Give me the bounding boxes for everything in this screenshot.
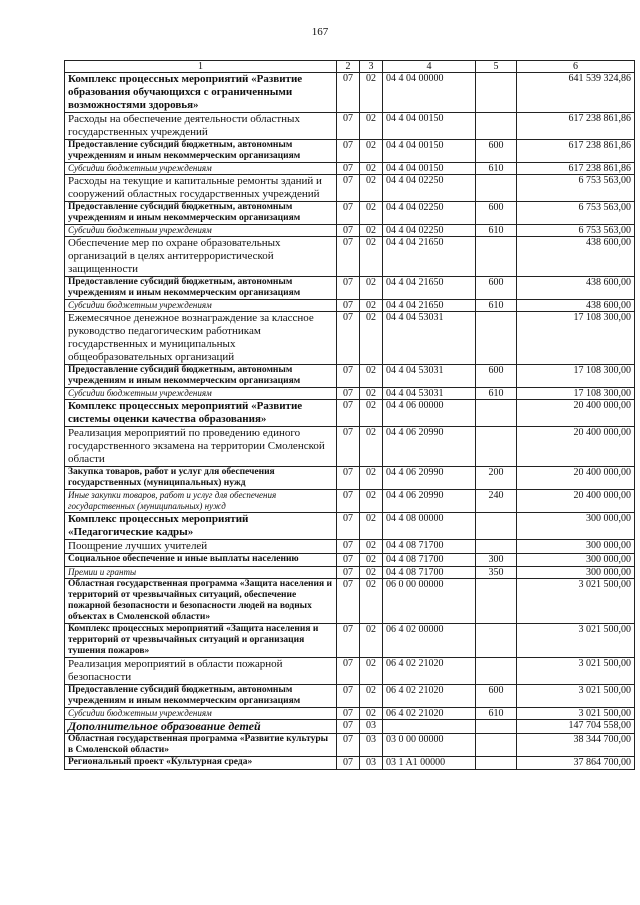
table-row xyxy=(65,513,635,540)
row-name: Поощрение лучших учителей xyxy=(65,540,337,554)
row-name: Иные закупки товаров, работ и услуг для обеспечения государственных (муниципальных) нужд xyxy=(65,490,337,513)
row-code: 04 4 04 53031 xyxy=(383,388,476,400)
row-name: Расходы на текущие и капитальные ремонты зданий и сооружений областных государственных учреждений xyxy=(65,175,337,202)
row-amount: 641 539 324,86 xyxy=(517,73,635,113)
row-name: Субсидии бюджетным учреждениям xyxy=(65,708,337,720)
row-name: Расходы на обеспечение деятельности областных государственных учреждений xyxy=(65,113,337,140)
row-name: Ежемесячное денежное вознаграждение за классное руководство педагогическим работникам государственных и муниципальных общеобразовательных организаций xyxy=(65,312,337,365)
table-row xyxy=(65,720,635,734)
row-amount: 37 864 700,00 xyxy=(517,757,635,770)
row-amount: 6 753 563,00 xyxy=(517,225,635,237)
row-subsection: 02 xyxy=(360,388,383,400)
row-subsection: 02 xyxy=(360,277,383,300)
row-amount: 3 021 500,00 xyxy=(517,579,635,624)
row-subsection: 02 xyxy=(360,427,383,467)
row-expense-type xyxy=(476,624,517,658)
table-row xyxy=(65,113,635,140)
table-row xyxy=(65,163,635,175)
row-section: 07 xyxy=(337,300,360,312)
table-row xyxy=(65,427,635,467)
row-name: Социальное обеспечение и иные выплаты населению xyxy=(65,554,337,567)
page-number: 167 xyxy=(311,26,329,38)
row-amount: 147 704 558,00 xyxy=(517,720,635,734)
row-code: 06 4 02 21020 xyxy=(383,685,476,708)
row-code: 04 4 04 00150 xyxy=(383,113,476,140)
row-subsection: 02 xyxy=(360,624,383,658)
row-code: 06 4 02 00000 xyxy=(383,624,476,658)
row-section: 07 xyxy=(337,73,360,113)
row-section: 07 xyxy=(337,658,360,685)
row-section: 07 xyxy=(337,225,360,237)
row-code: 04 4 08 71700 xyxy=(383,554,476,567)
row-section: 07 xyxy=(337,490,360,513)
header-col-5: 5 xyxy=(476,61,517,73)
row-amount: 3 021 500,00 xyxy=(517,624,635,658)
table-row xyxy=(65,540,635,554)
row-amount: 20 400 000,00 xyxy=(517,490,635,513)
row-section: 07 xyxy=(337,624,360,658)
row-expense-type: 610 xyxy=(476,300,517,312)
row-amount: 300 000,00 xyxy=(517,567,635,579)
row-expense-type: 600 xyxy=(476,140,517,163)
row-name: Субсидии бюджетным учреждениям xyxy=(65,225,337,237)
table-row xyxy=(65,467,635,490)
budget-table xyxy=(64,60,635,770)
row-name: Предоставление субсидий бюджетным, автономным учреждениям и иным некоммерческим организациям xyxy=(65,140,337,163)
row-section: 07 xyxy=(337,163,360,175)
row-section: 07 xyxy=(337,757,360,770)
row-subsection: 02 xyxy=(360,490,383,513)
row-subsection: 02 xyxy=(360,300,383,312)
row-code: 04 4 04 02250 xyxy=(383,225,476,237)
row-name: Предоставление субсидий бюджетным, автономным учреждениям и иным некоммерческим организациям xyxy=(65,277,337,300)
table-row xyxy=(65,277,635,300)
table-row xyxy=(65,400,635,427)
row-section: 07 xyxy=(337,365,360,388)
row-amount: 6 753 563,00 xyxy=(517,175,635,202)
row-section: 07 xyxy=(337,175,360,202)
row-amount: 438 600,00 xyxy=(517,237,635,277)
row-expense-type: 300 xyxy=(476,554,517,567)
row-expense-type xyxy=(476,540,517,554)
table-row xyxy=(65,175,635,202)
row-name: Областная государственная программа «Защита населения и территорий от чрезвычайных ситуаций, обеспечение пожарной безопасности и безопасности людей на водных объектах в Смоленской области» xyxy=(65,579,337,624)
table-row xyxy=(65,365,635,388)
row-subsection: 02 xyxy=(360,554,383,567)
row-subsection: 02 xyxy=(360,579,383,624)
table-row xyxy=(65,658,635,685)
row-amount: 617 238 861,86 xyxy=(517,140,635,163)
row-subsection: 02 xyxy=(360,163,383,175)
row-code: 04 4 04 53031 xyxy=(383,312,476,365)
row-section: 07 xyxy=(337,202,360,225)
row-code: 04 4 04 21650 xyxy=(383,237,476,277)
row-expense-type xyxy=(476,312,517,365)
table-row xyxy=(65,388,635,400)
row-code: 04 4 06 20990 xyxy=(383,467,476,490)
row-name: Субсидии бюджетным учреждениям xyxy=(65,300,337,312)
row-subsection: 02 xyxy=(360,685,383,708)
row-code: 04 4 08 71700 xyxy=(383,540,476,554)
row-expense-type xyxy=(476,427,517,467)
row-name: Региональный проект «Культурная среда» xyxy=(65,757,337,770)
budget-table-body xyxy=(65,61,635,770)
table-row xyxy=(65,237,635,277)
table-row xyxy=(65,490,635,513)
row-subsection: 02 xyxy=(360,312,383,365)
row-subsection: 02 xyxy=(360,73,383,113)
table-row xyxy=(65,685,635,708)
row-expense-type: 240 xyxy=(476,490,517,513)
row-amount: 20 400 000,00 xyxy=(517,400,635,427)
row-expense-type xyxy=(476,400,517,427)
row-name: Субсидии бюджетным учреждениям xyxy=(65,163,337,175)
row-subsection: 02 xyxy=(360,113,383,140)
row-expense-type xyxy=(476,734,517,757)
table-row xyxy=(65,734,635,757)
row-expense-type: 610 xyxy=(476,388,517,400)
table-row xyxy=(65,202,635,225)
header-col-1: 1 xyxy=(65,61,337,73)
row-section: 07 xyxy=(337,708,360,720)
row-name: Комплекс процессных мероприятий «Развитие образования обучающихся с ограниченными возможностями здоровья» xyxy=(65,73,337,113)
row-subsection: 02 xyxy=(360,140,383,163)
row-subsection: 02 xyxy=(360,237,383,277)
row-amount: 17 108 300,00 xyxy=(517,365,635,388)
row-subsection: 02 xyxy=(360,175,383,202)
row-expense-type xyxy=(476,658,517,685)
row-subsection: 02 xyxy=(360,708,383,720)
row-name: Предоставление субсидий бюджетным, автономным учреждениям и иным некоммерческим организациям xyxy=(65,202,337,225)
row-name: Реализация мероприятий в области пожарной безопасности xyxy=(65,658,337,685)
row-expense-type: 600 xyxy=(476,277,517,300)
row-amount: 17 108 300,00 xyxy=(517,312,635,365)
row-amount: 300 000,00 xyxy=(517,540,635,554)
row-name: Областная государственная программа «Развитие культуры в Смоленской области» xyxy=(65,734,337,757)
row-code: 06 0 00 00000 xyxy=(383,579,476,624)
row-expense-type: 600 xyxy=(476,202,517,225)
row-name: Комплекс процессных мероприятий «Педагогические кадры» xyxy=(65,513,337,540)
row-code: 06 4 02 21020 xyxy=(383,658,476,685)
row-amount: 20 400 000,00 xyxy=(517,467,635,490)
row-section: 07 xyxy=(337,388,360,400)
row-expense-type xyxy=(476,175,517,202)
row-section: 07 xyxy=(337,400,360,427)
row-name: Субсидии бюджетным учреждениям xyxy=(65,388,337,400)
row-amount: 3 021 500,00 xyxy=(517,658,635,685)
row-name: Предоставление субсидий бюджетным, автономным учреждениям и иным некоммерческим организациям xyxy=(65,365,337,388)
row-section: 07 xyxy=(337,140,360,163)
table-row xyxy=(65,567,635,579)
row-expense-type xyxy=(476,113,517,140)
table-row xyxy=(65,140,635,163)
row-expense-type: 600 xyxy=(476,365,517,388)
row-expense-type: 200 xyxy=(476,467,517,490)
row-amount: 617 238 861,86 xyxy=(517,113,635,140)
row-expense-type: 610 xyxy=(476,163,517,175)
row-section: 07 xyxy=(337,277,360,300)
table-row xyxy=(65,624,635,658)
row-amount: 300 000,00 xyxy=(517,554,635,567)
row-section: 07 xyxy=(337,720,360,734)
table-row xyxy=(65,554,635,567)
row-amount: 3 021 500,00 xyxy=(517,708,635,720)
row-subsection: 02 xyxy=(360,467,383,490)
row-code: 04 4 08 71700 xyxy=(383,567,476,579)
row-code: 03 1 A1 00000 xyxy=(383,757,476,770)
row-subsection: 02 xyxy=(360,225,383,237)
row-code: 04 4 04 00150 xyxy=(383,140,476,163)
row-amount: 20 400 000,00 xyxy=(517,427,635,467)
row-section: 07 xyxy=(337,685,360,708)
row-code: 04 4 04 21650 xyxy=(383,277,476,300)
row-expense-type: 610 xyxy=(476,708,517,720)
table-row xyxy=(65,73,635,113)
row-name: Реализация мероприятий по проведению единого государственного экзамена на территории Смоленской области xyxy=(65,427,337,467)
row-section: 07 xyxy=(337,513,360,540)
row-subsection: 02 xyxy=(360,365,383,388)
row-code: 03 0 00 00000 xyxy=(383,734,476,757)
row-expense-type xyxy=(476,513,517,540)
row-subsection: 02 xyxy=(360,658,383,685)
row-subsection: 03 xyxy=(360,734,383,757)
row-code: 04 4 04 21650 xyxy=(383,300,476,312)
row-subsection: 02 xyxy=(360,540,383,554)
row-amount: 3 021 500,00 xyxy=(517,685,635,708)
row-expense-type xyxy=(476,73,517,113)
table-row xyxy=(65,579,635,624)
row-expense-type xyxy=(476,237,517,277)
row-section: 07 xyxy=(337,567,360,579)
row-expense-type: 350 xyxy=(476,567,517,579)
header-col-6: 6 xyxy=(517,61,635,73)
row-section: 07 xyxy=(337,467,360,490)
row-name: Премии и гранты xyxy=(65,567,337,579)
row-subsection: 02 xyxy=(360,567,383,579)
row-code: 04 4 06 20990 xyxy=(383,427,476,467)
row-code: 04 4 04 53031 xyxy=(383,365,476,388)
row-name: Дополнительное образование детей xyxy=(65,720,337,734)
table-row xyxy=(65,225,635,237)
row-expense-type: 600 xyxy=(476,685,517,708)
row-section: 07 xyxy=(337,113,360,140)
row-section: 07 xyxy=(337,734,360,757)
row-amount: 6 753 563,00 xyxy=(517,202,635,225)
row-name: Комплекс процессных мероприятий «Защита населения и территорий от чрезвычайных ситуаций и организация тушения пожаров» xyxy=(65,624,337,658)
row-section: 07 xyxy=(337,540,360,554)
row-code: 04 4 04 00000 xyxy=(383,73,476,113)
header-col-3: 3 xyxy=(360,61,383,73)
row-subsection: 02 xyxy=(360,400,383,427)
row-expense-type: 610 xyxy=(476,225,517,237)
row-code: 04 4 04 02250 xyxy=(383,175,476,202)
row-name: Обеспечение мер по охране образовательных организаций в целях антитеррористической защищенности xyxy=(65,237,337,277)
row-amount: 17 108 300,00 xyxy=(517,388,635,400)
row-subsection: 02 xyxy=(360,202,383,225)
row-code: 04 4 06 20990 xyxy=(383,490,476,513)
row-code xyxy=(383,720,476,734)
table-header-row xyxy=(65,61,635,73)
row-name: Предоставление субсидий бюджетным, автономным учреждениям и иным некоммерческим организациям xyxy=(65,685,337,708)
row-name: Комплекс процессных мероприятий «Развитие системы оценки качества образования» xyxy=(65,400,337,427)
row-amount: 300 000,00 xyxy=(517,513,635,540)
table-row xyxy=(65,300,635,312)
row-amount: 38 344 700,00 xyxy=(517,734,635,757)
table-row xyxy=(65,708,635,720)
row-code: 06 4 02 21020 xyxy=(383,708,476,720)
row-amount: 438 600,00 xyxy=(517,277,635,300)
row-section: 07 xyxy=(337,312,360,365)
row-amount: 438 600,00 xyxy=(517,300,635,312)
row-section: 07 xyxy=(337,237,360,277)
row-expense-type xyxy=(476,720,517,734)
header-col-4: 4 xyxy=(383,61,476,73)
row-amount: 617 238 861,86 xyxy=(517,163,635,175)
row-name: Закупка товаров, работ и услуг для обеспечения государственных (муниципальных) нужд xyxy=(65,467,337,490)
row-expense-type xyxy=(476,757,517,770)
row-code: 04 4 08 00000 xyxy=(383,513,476,540)
row-code: 04 4 04 00150 xyxy=(383,163,476,175)
row-expense-type xyxy=(476,579,517,624)
row-code: 04 4 06 00000 xyxy=(383,400,476,427)
row-section: 07 xyxy=(337,579,360,624)
table-row xyxy=(65,312,635,365)
row-subsection: 03 xyxy=(360,720,383,734)
row-section: 07 xyxy=(337,427,360,467)
header-col-2: 2 xyxy=(337,61,360,73)
row-subsection: 03 xyxy=(360,757,383,770)
table-row xyxy=(65,757,635,770)
row-code: 04 4 04 02250 xyxy=(383,202,476,225)
row-section: 07 xyxy=(337,554,360,567)
row-subsection: 02 xyxy=(360,513,383,540)
